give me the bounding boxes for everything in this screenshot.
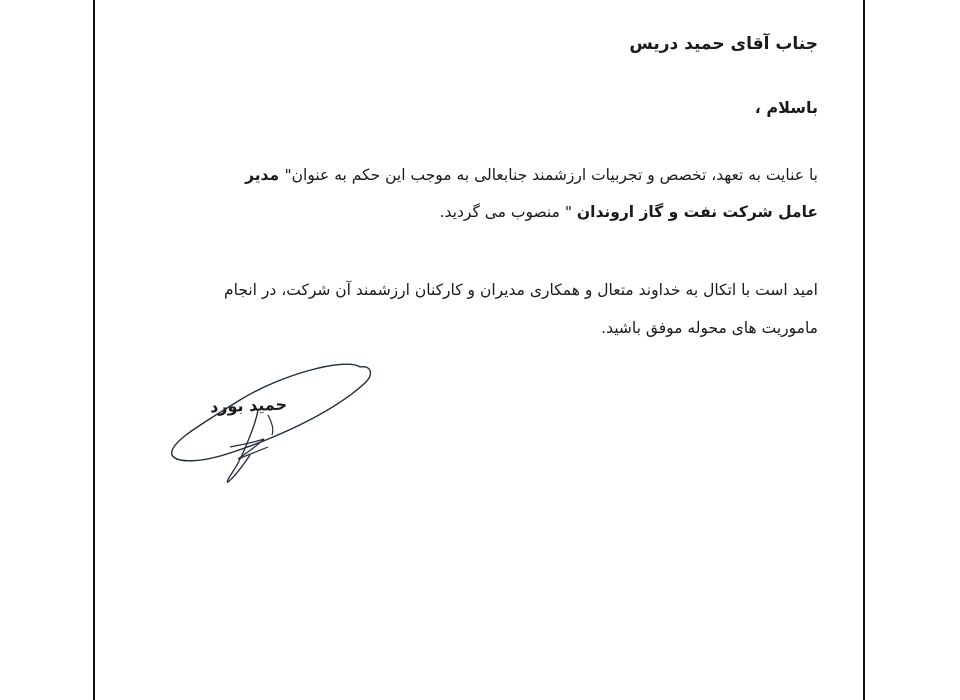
page-frame-right-edge	[863, 0, 865, 700]
company-name-bold: عامل شرکت نفت و گاز اروندان	[576, 203, 818, 221]
signature-stroke	[268, 415, 273, 435]
paragraph2-line1: امید است با اتکال به خداوند متعال و همکاری مدیران و کارکنان ارزشمند آن شرکت، در انجام	[224, 281, 818, 299]
handwritten-signature	[160, 355, 380, 495]
paragraph2-line2: ماموریت های محوله موفق باشید.	[601, 319, 818, 337]
paragraph1-line1-bold: مدیر	[245, 166, 285, 184]
signature-stroke	[172, 364, 371, 461]
addressee-line: جناب آقای حمید دریس	[629, 34, 818, 54]
greeting-line: باسلام ،	[754, 98, 818, 117]
paragraph1-line1	[245, 165, 818, 185]
paragraph1-line2	[440, 202, 818, 222]
page-frame-left-edge	[93, 0, 95, 700]
paragraph1-line2-text: " منصوب می گردید.	[439, 203, 577, 221]
paragraph1-line1-text: با عنایت به تعهد، تخصص و تجربیات ارزشمند جنابعالی به موجب این حکم به عنوان"	[284, 166, 818, 184]
signer-name: حمید بورد	[209, 394, 288, 417]
